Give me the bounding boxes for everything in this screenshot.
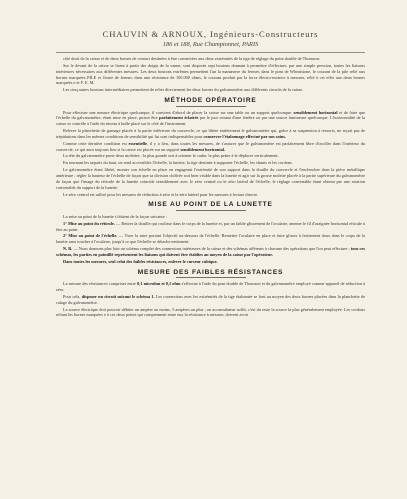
bold-run: 0,1 microhm et 0,1 ohm xyxy=(137,281,181,287)
bold-run: sensiblement horizontal. xyxy=(180,146,226,152)
text-run: Relever la planchette de garnage placée à la partie inférieure du couvercle, ce qui libère entièrement le galvanomètre qui, grâce à sa suspension à ressorts, ne reçoit pas de trépidations dans les mêmes conditions de sensibilité qui lui sont indispensables pour xyxy=(56,128,365,139)
bold-run: sensiblement horizontal xyxy=(293,109,338,115)
intro-paragraph-1: côté droit de la caisse et de deux bornes de contact destinées à être connectées aux deux extrémités de la tige de réglage du point double de Thomson. xyxy=(63,56,320,61)
bold-run: tous ces schémas, les parties en pointillé représentent les liaisons qui doivent être établies au moyen de la caisse par l'opérateur. xyxy=(56,246,365,257)
bold-run: conserver l'étalonnage effectué par nos soins. xyxy=(203,133,286,139)
text-run: s'effectue à l'aide du pont double de Thomson et du galvanomètre employé comme appareil de réduction à zéro. xyxy=(56,281,365,292)
company-address: 186 et 188, Rue Championnet, PARIS xyxy=(162,41,259,48)
section-title-mise-au-point: MISE AU POINT DE LA LUNETTE xyxy=(56,201,365,211)
intro-paragraph-2: Sur le devant de la caisse se lisent à partir des doigts de la vanne, sont disposés sept boutons donnant à permettre d'effectuer, par une simple pression, toutes les liaisons intérieures nécessaires aux différentes mesures. Les deux boutons extrêmes permettent l'un la manœuvre du fermer, dans le pont de Wheatstone, le courant de la pile relié aux bornes marquées PILE et l'autre de fermer, dans une résistance de 100.000 ohms, le courant produit par la force électro-motrice à mesurer, relié à cet effet aux deux bornes marquées e et F. E. M. xyxy=(56,62,365,86)
text-run: Comme cette dernière condition est xyxy=(63,140,129,146)
methode-paragraph-4: La tête du galvanomètre porte deux molettes : la plus grande sert à orienter le cadre, la plus petite à le déplacer verticalement. xyxy=(63,153,279,159)
bold-run: parfaitement éclairée xyxy=(159,115,199,121)
text-run: et de faire que l'échelle du galvanomètre, étant mise en place, puisse être xyxy=(56,109,365,121)
intro-paragraph-3: Les cinq autres boutons intermédiaires permettent de relier directement les deux bornes du galvanomètre aux différents circuits de la caisse. xyxy=(63,87,304,93)
methode-paragraph-1 xyxy=(56,110,365,128)
mise-paragraph-4 xyxy=(56,246,365,258)
section-title-methode: MÉTHODE OPÉRATOIRE xyxy=(56,97,365,107)
header-rule xyxy=(56,52,365,53)
text-run: — Retirer la douille qui coulisse dans le corps de la lunette et, par un faible glissement de l'oculaire, amener le fil d'araignée horizontal réticule à être au point. xyxy=(56,220,365,232)
text-run: — Viser la mire portant l'objectif au-dessous de l'échelle. Remettre l'oculaire en place et faire glisser à frottement doux dans le corps de la lunette sans toucher à l'oculaire, jusqu'à ce que l'échelle se détache nettement. xyxy=(56,233,366,245)
text-run: La mesure des résistances comprises entre xyxy=(63,281,138,287)
text-run: Pour cela, xyxy=(63,293,82,299)
text-run: , il y a lieu, dans toutes les mesures, de s'assurer que le galvanomètre est parfaitement libre d'osciller dans l'intérieur du couvercle, ce qui aura toujours lieu si la caisse est placée sur un support xyxy=(56,140,365,152)
letterhead xyxy=(56,0,365,48)
text-run: — Nous donnons plus loin un schéma complet des connexions intérieures de la caisse et des schémas afférents à chacune des opérations que l'on peut effectuer ; xyxy=(72,246,351,252)
mise-paragraph-2 xyxy=(56,221,365,233)
mesure-paragraph-1 xyxy=(56,281,365,293)
mesure-paragraph-3: La source électrique doit pouvoir débiter un ampère au moins, 5 ampères au plus ; on accumulateur suffit, c'est du reste la source la plus généralement employée. Les cordons reliant les bornes marquées e à ces deux points qui comprennent entre eux la résistance à mesurer, doivent avoir xyxy=(56,306,365,318)
text-run: par le jour venant d'une fenêtre ou par une source lumineuse quelconque. L'horizontalité de la caisse se contrôle à l'aide du niveau à bulle placé sur le côté de l'instrument. xyxy=(56,115,365,127)
bold-run: N. B. xyxy=(63,246,73,252)
mise-paragraph-3 xyxy=(56,233,365,245)
mise-paragraph-1: La mise au point de la lunette s'obtient de la façon suivante : xyxy=(63,213,167,219)
methode-paragraph-3 xyxy=(56,141,365,153)
mesure-paragraph-2 xyxy=(56,294,365,306)
methode-paragraph-6: Le galvanomètre étant libéré, monter son échelle en place en engageant l'extrémité de son support dans la douille du couvercle et l'enclencher dans la pièce métallique antérieure ; régler la hauteur de l'échelle de façon que sa division chiffrée soit bien visible dans la lunette et agir sur la grosse molette placée à la partie supérieure du galvanomètre de façon que l'image du réticule de la lunette coïncide sensiblement avec le zéro central ou le zéro latéral de l'échelle, le réglage convenable étant obtenu par une rotation convenable du support de la lunette. xyxy=(56,167,365,190)
methode-paragraph-7: Le zéro central est utilisé pour les mesures de réduction à zéro et le zéro latéral pour les mesures à lecture directe. xyxy=(63,191,259,197)
text-run: Pour effectuer une mesure électrique quelconque, il convient d'abord de placer la caisse sur une table ou un support quelconque, xyxy=(63,109,294,115)
bold-run: essentielle xyxy=(128,140,147,146)
company-name: CHAUVIN & ARNOUX, Ingénieurs-Constructeurs xyxy=(102,29,319,39)
bold-run: 2° Mise au point de l'échelle. xyxy=(63,233,118,239)
methode-paragraph-5: En tournant les taquets du haut, on rend accessibles l'échelle, la lunette, la tige destinée à supporter l'échelle, les shunts et les cordons. xyxy=(63,160,293,166)
bold-run: 1° Mise au point du réticule. xyxy=(63,220,115,226)
section-title-mesure: MESURE DES FAIBLES RÉSISTANCES xyxy=(56,269,365,279)
bold-run: disposer un circuit suivant le schéma 1. xyxy=(81,293,155,299)
mise-paragraph-5: Dans toutes les mesures, seul celui des faibles résistances, enlever le curseur cubique. xyxy=(63,258,218,264)
methode-paragraph-2 xyxy=(56,128,365,140)
text-run: Les connexions avec les extrémités de la tige étalonnée se font au moyen des deux bornes placées dans la planchette de calage du galvanomètre. xyxy=(56,293,365,305)
